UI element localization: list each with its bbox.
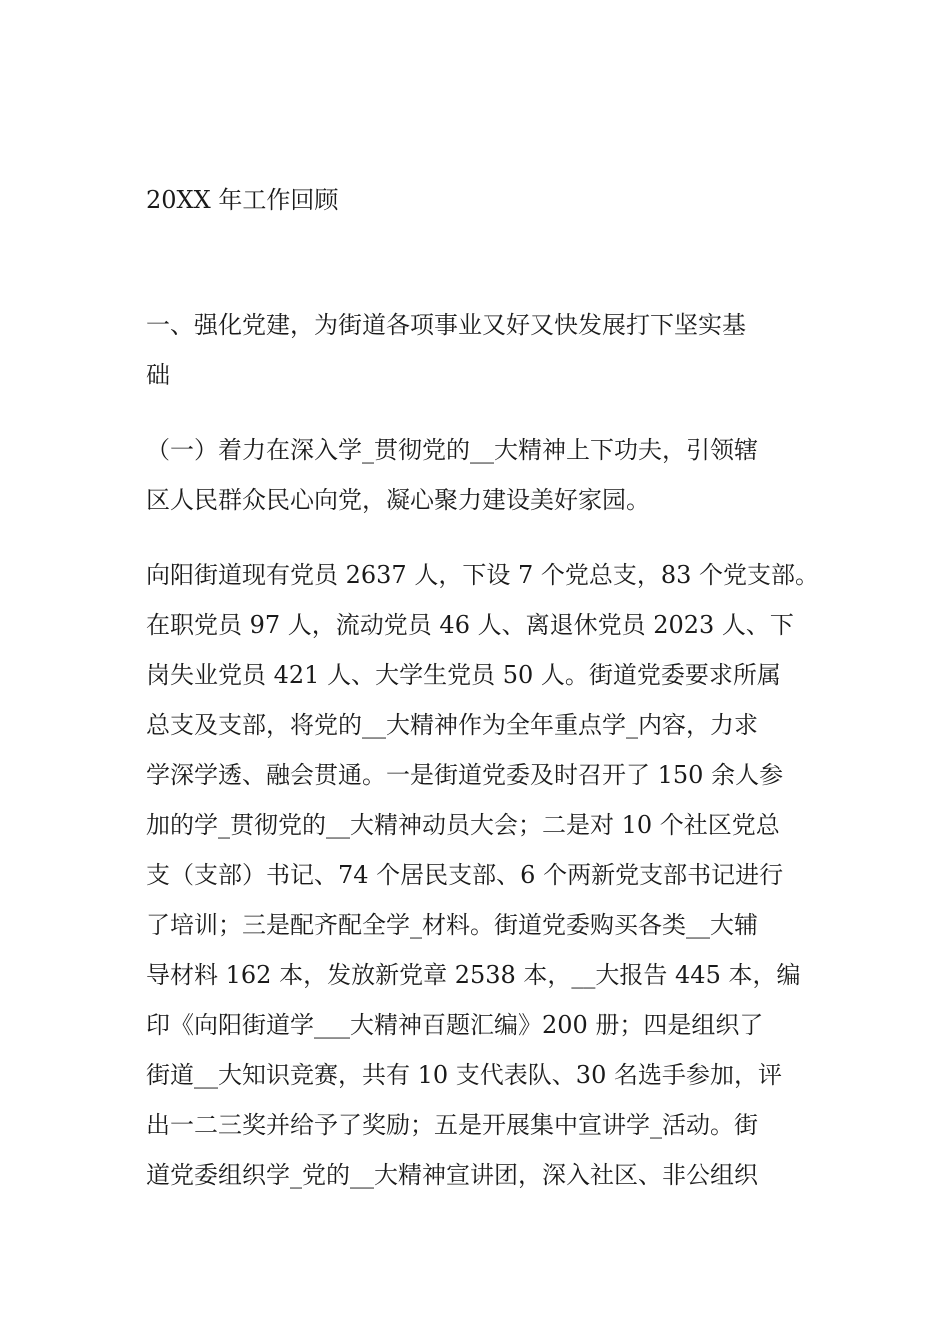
paragraph-line: 道党委组织学_党的__大精神宣讲团，深入社区、非公组织: [146, 1161, 758, 1189]
paragraph-line: 了培训；三是配齐配全学_材料。街道党委购买各类__大辅: [146, 911, 758, 939]
subsection-heading-line: （一）着力在深入学_贯彻党的__大精神上下功夫，引领辖: [146, 436, 758, 464]
subsection-heading-line: 区人民群众民心向党，凝心聚力建设美好家园。: [146, 486, 650, 514]
document-title: [146, 175, 814, 225]
paragraph-line: 学深学透、融会贯通。一是街道党委及时召开了 150 余人参: [146, 761, 784, 789]
paragraph-line: 总支及支部，将党的__大精神作为全年重点学_内容，力求: [146, 711, 758, 739]
document-title-text: 20XX 年工作回顾: [146, 186, 339, 214]
paragraph-line: 在职党员 97 人，流动党员 46 人、离退休党员 2023 人、下: [146, 611, 794, 639]
paragraph-line: 岗失业党员 421 人、大学生党员 50 人。街道党委要求所属: [146, 661, 781, 689]
section-heading-line: 一、强化党建，为街道各项事业又好又快发展打下坚实基: [146, 311, 746, 339]
paragraph-line: 印《向阳街道学___大精神百题汇编》200 册；四是组织了: [146, 1011, 764, 1039]
section-heading-line: 础: [146, 361, 170, 389]
paragraph-line: 出一二三奖并给予了奖励；五是开展集中宣讲学_活动。街: [146, 1111, 758, 1139]
paragraph-line: 向阳街道现有党员 2637 人，下设 7 个党总支，83 个党支部。: [146, 561, 820, 589]
paragraph-line: 街道__大知识竞赛，共有 10 支代表队、30 名选手参加，评: [146, 1061, 782, 1089]
body-paragraph: [146, 550, 820, 1200]
subsection-heading: [146, 425, 814, 525]
paragraph-line: 加的学_贯彻党的__大精神动员大会；二是对 10 个社区党总: [146, 811, 780, 839]
paragraph-line: 支（支部）书记、74 个居民支部、6 个两新党支部书记进行: [146, 861, 784, 889]
paragraph-line: 导材料 162 本，发放新党章 2538 本，__大报告 445 本，编: [146, 961, 801, 989]
section-heading: [146, 300, 814, 400]
